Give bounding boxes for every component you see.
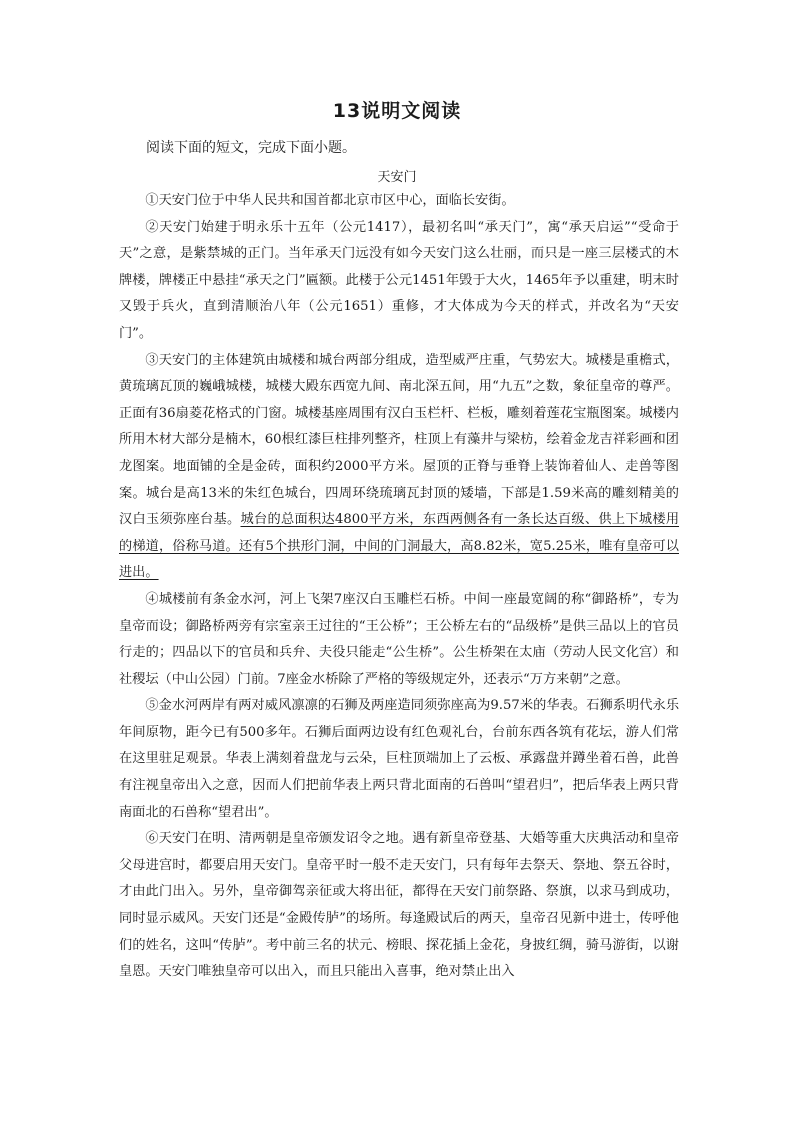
page-title: 13说明文阅读 [332, 100, 462, 122]
paragraph-1: ①天安门位于中华人民共和国首都北京市区中心，面临长安街。 [145, 193, 515, 208]
article-title: 天安门 [377, 170, 417, 185]
paragraph-6: ⑥天安门在明、清两朝是皇帝颁发诏令之地。遇有新皇帝登基、大婚等重大庆典活动和皇帝父母进宫时，都要启用天安门。皇帝平时一般不走天安门，只有每年去祭天、祭地、祭五谷时，才由此门出入。另外，皇帝御驾亲征或大将出征，都得在天安门前祭路、祭旗，以求马到成功，同时显示威风。天安门还是“金殿传胪”的场所。每逢殿试后的两天，皇帝召见新中进士，传呼他们的姓名，这叫“传胪”。考中前三名的状元、榜眼、探花插上金花，身披红绸，骑马游街，以谢皇恩。天安门唯独皇帝可以出入，而且只能出入喜事，绝对禁止出入 [119, 831, 679, 980]
paragraph-4: ④城楼前有条金水河，河上飞架7座汉白玉雕栏石桥。中间一座最宽阔的称“御路桥”，专为皇帝而设；御路桥两旁有宗室亲王过往的“王公桥”；王公桥左右的“品级桥”是供三品以上的官员行走的；四品以下的官员和兵弁、夫役只能走“公生桥”。公生桥架在太庙（劳动人民文化宫）和社稷坛（中山公园）门前。7座金水桥除了严格的等级规定外，还表示“万方来朝”之意。 [119, 591, 679, 687]
article-body [119, 188, 679, 986]
underlined-passage: 城台的总面积达4800平方米，东西两侧各有一条长达百级、供上下城楼用的梯道，俗称马道。还有5个拱形门洞，中间的门洞最大，高8.82米，宽5.25米，唯有皇帝可以进出。 [119, 512, 680, 581]
paragraph-3: ③天安门的主体建筑由城楼和城台两部分组成，造型威严庄重，气势宏大。城楼是重檐式，黄琉璃瓦顶的巍峨城楼，城楼大殿东西宽九间、南北深五间，用“九五”之数，象征皇帝的尊严。正面有36扇菱花格式的门窗。城楼基座周围有汉白玉栏杆、栏板，雕刻着莲花宝瓶图案。城楼内所用木材大部分是楠木，60根红漆巨柱排列整齐，柱顶上有藻井与梁枋，绘着金龙吉祥彩画和团龙图案。地面铺的全是金砖，面积约2000平方米。屋顶的正脊与垂脊上装饰着仙人、走兽等图案。城台是高13米的朱红色城台，四周环绕琉璃瓦封顶的矮墙，下部是1.59米高的雕刻精美的汉白玉须弥座台基。城台的总面积达4800平方米，东西两侧各有一条长达百级、供上下城楼用的梯道，俗称马道。还有5个拱形门洞，中间的门洞最大，高8.82米，宽5.25米，唯有皇帝可以进出。 [119, 352, 680, 581]
paragraph-2: ②天安门始建于明永乐十五年（公元1417），最初名叫“承天门”，寓“承天启运”“受命于天”之意，是紫禁城的正门。当年承天门远没有如今天安门这么壮丽，而只是一座三层楼式的木牌楼，牌楼正中悬挂“承天之门”匾额。此楼于公元1451年毁于大火，1465年予以重建，明末时又毁于兵火，直到清顺治八年（公元1651）重修，才大体成为今天的样式，并改名为“天安门”。 [119, 219, 679, 341]
paragraph-5: ⑤金水河两岸有两对威风凛凛的石狮及两座造同须弥座高为9.57米的华表。石狮系明代永乐年间原物，距今已有500多年。石狮后面两边设有红色观礼台，台前东西各筑有花坛，游人们常在这里驻足观景。华表上满刻着盘龙与云朵，巨柱顶端加上了云板、承露盘并蹲坐着石兽，此兽有注视皇帝出入之意，因而人们把前华表上两只背北面南的石兽叫“望君归”，把后华表上两只背南面北的石兽称“望君出”。 [119, 698, 679, 820]
instruction-text: 阅读下面的短文，完成下面小题。 [146, 140, 356, 156]
